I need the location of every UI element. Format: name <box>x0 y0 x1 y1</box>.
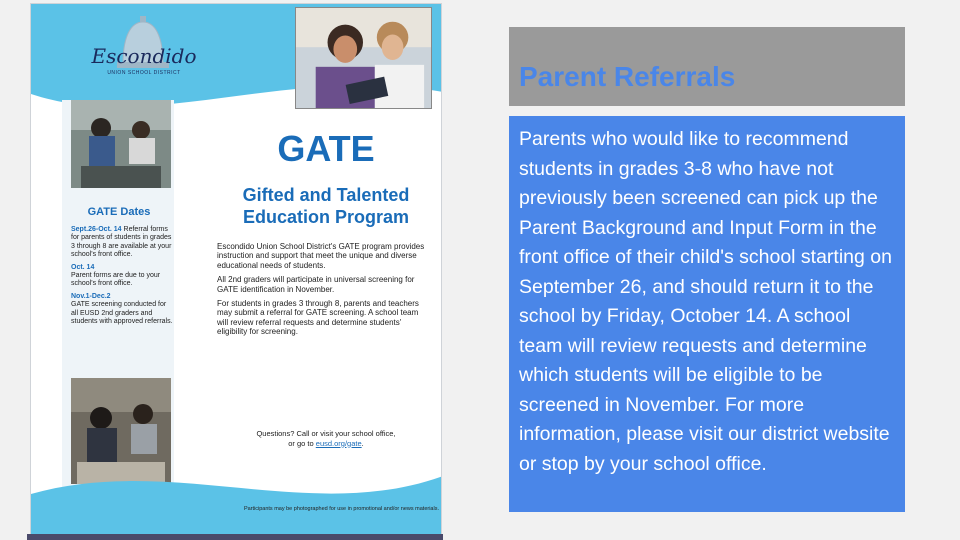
date-item-text: Referral forms for parents of students in grades 3 through 8 are available at your school's front office. <box>71 226 172 259</box>
date-item <box>71 293 175 327</box>
contact-line: Questions? Call or visit your school office, <box>256 429 396 438</box>
slide-body-text: Parents who would like to recommend students in grades 3-8 who have not previously been screened can pick up the Parent Background and Input Form in the front office of their child's school starting on September 26, and should return it to the school by Friday, October 14. A school team will review requests and determine which students will be eligible to be screened in November. For more information, please visit our district website or stop by your school office. <box>519 128 892 475</box>
date-item-head: Nov.1-Dec.2 <box>71 292 111 300</box>
gate-paragraph: Escondido Union School District's GATE program provides instruction and support that meet the unique and diverse educational needs of students. <box>217 242 425 270</box>
date-item <box>71 226 175 260</box>
date-item <box>71 264 175 289</box>
students-tablet-photo <box>295 7 432 109</box>
contact-suffix: . <box>361 438 364 448</box>
slide-title: Parent Referrals <box>519 61 736 92</box>
district-logo-subtitle: UNION SCHOOL DISTRICT <box>107 70 181 76</box>
contact-prefix: or go to <box>288 438 316 448</box>
flyer-footer-note: Participants may be photographed for use in promotional and/or news materials. <box>243 506 439 512</box>
gate-description <box>217 242 431 342</box>
flyer-footer-wave <box>31 454 442 535</box>
classroom-robotics-photo <box>71 100 171 188</box>
gate-dates-title: GATE Dates <box>87 206 151 218</box>
gate-website-link[interactable]: eusd.org/gate <box>315 438 362 448</box>
gate-paragraph: For students in grades 3 through 8, parents and teachers may submit a referral for GATE screening. A school team will review referral requests and determine students' eligibility for screening. <box>217 299 419 337</box>
gate-title: GATE <box>277 128 375 169</box>
gate-contact <box>221 429 431 448</box>
date-item-text: GATE screening conducted for all EUSD 2nd graders and students with approved referrals. <box>71 301 173 326</box>
gate-dates-list <box>71 226 175 326</box>
date-item-head: Sept.26-Oct. 14 <box>71 226 122 233</box>
gate-paragraph: All 2nd graders will participate in universal screening for GATE identification in November. <box>217 275 415 294</box>
gate-subtitle: Gifted and Talented Education Program <box>242 185 410 227</box>
flyer-shadow-bar <box>27 534 443 540</box>
gate-flyer-image <box>30 3 442 535</box>
date-item-text: Parent forms are due to your school's front office. <box>71 272 161 288</box>
slide-body-box <box>509 116 905 512</box>
contact-line <box>221 439 431 449</box>
date-item-head: Oct. 14 <box>71 263 95 271</box>
slide-title-box <box>509 27 905 106</box>
district-logo-name: Escondido <box>91 44 197 68</box>
